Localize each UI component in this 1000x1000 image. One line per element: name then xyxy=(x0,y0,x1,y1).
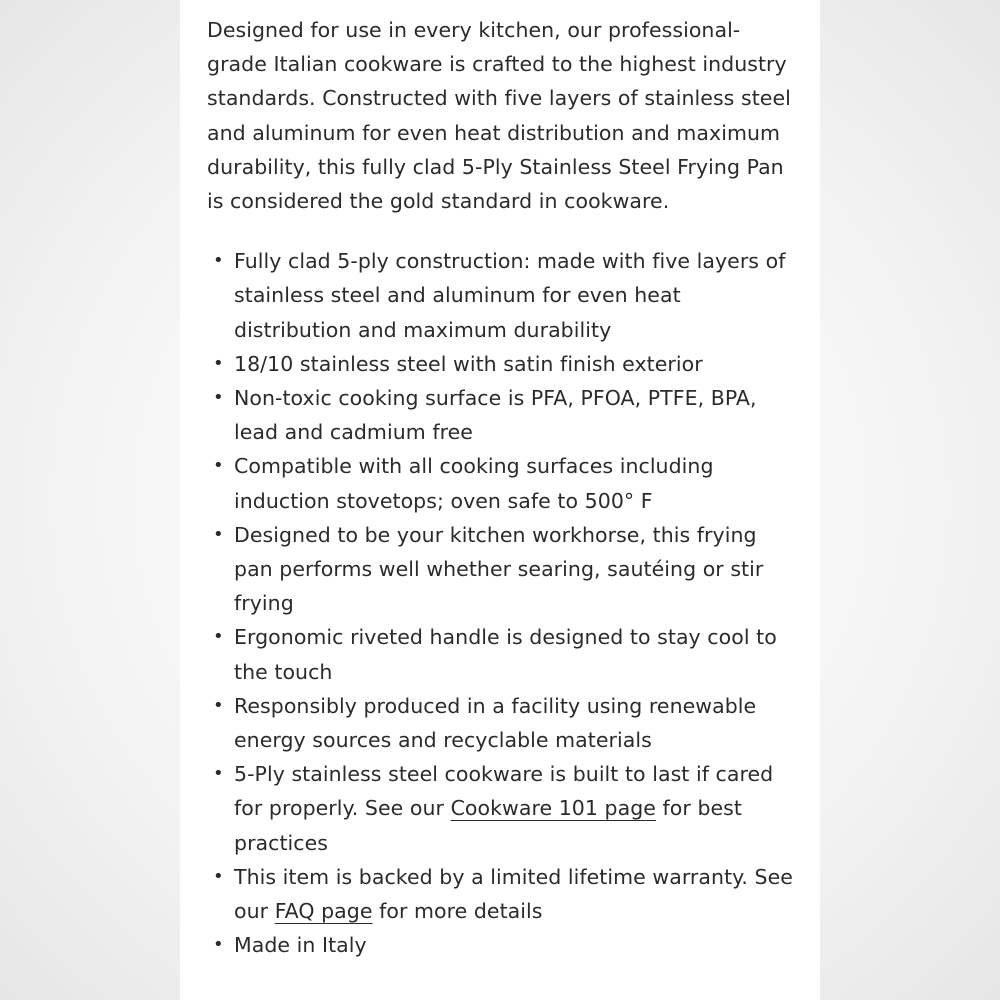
feature-item xyxy=(207,449,800,517)
feature-item xyxy=(207,381,800,449)
bullet-icon: • xyxy=(213,694,224,716)
feature-item xyxy=(207,928,800,962)
bullet-icon: • xyxy=(213,865,224,887)
feature-text: Made in Italy xyxy=(234,933,367,958)
feature-text: Responsibly produced in a facility using renewable energy sources and recyclable materials xyxy=(234,693,757,753)
feature-text: Fully clad 5-ply construction: made with five layers of stainless steel and aluminum for even heat distribution and maximum durability xyxy=(234,249,786,342)
feature-item xyxy=(207,518,800,621)
feature-text: Designed to be your kitchen workhorse, this frying pan performs well whether searing, sautéing or stir frying xyxy=(234,522,764,616)
feature-item xyxy=(207,244,800,347)
feature-item xyxy=(207,860,800,928)
feature-item xyxy=(207,689,800,757)
faq-page-link[interactable]: FAQ page xyxy=(274,899,373,924)
bullet-icon: • xyxy=(213,626,224,648)
feature-text: 18/10 stainless steel with satin finish exterior xyxy=(234,351,703,376)
cookware-101-link[interactable]: Cookware 101 page xyxy=(450,796,656,821)
bullet-icon: • xyxy=(213,523,224,545)
product-description-panel xyxy=(180,0,820,1000)
feature-list xyxy=(207,244,800,962)
feature-text-before-link: This item is backed by a limited lifetime warranty. See our xyxy=(234,864,793,924)
feature-text: Ergonomic riveted handle is designed to stay cool to the touch xyxy=(234,625,777,684)
bullet-icon: • xyxy=(213,455,224,477)
bullet-icon: • xyxy=(213,387,224,409)
feature-text-before-link: 5-Ply stainless steel cookware is built to last if cared for properly. See our xyxy=(234,762,774,821)
bullet-icon: • xyxy=(213,763,224,785)
feature-text: Compatible with all cooking surfaces including induction stovetops; oven safe to 500° F xyxy=(234,454,714,513)
bullet-icon: • xyxy=(213,250,224,272)
feature-text: Non-toxic cooking surface is PFA, PFOA, PTFE, BPA, lead and cadmium free xyxy=(234,386,757,445)
feature-text-after-link: for more details xyxy=(372,899,543,924)
feature-item xyxy=(207,757,800,860)
feature-item xyxy=(207,620,800,688)
description-intro: Designed for use in every kitchen, our professional-grade Italian cookware is crafted to the highest industry standards. Constructed with five layers of stainless steel and aluminum for even heat distribution and maximum durability, this fully clad 5-Ply Stainless Steel Frying Pan is considered the gold standard in cookware. xyxy=(207,18,791,214)
feature-item xyxy=(207,347,800,381)
bullet-icon: • xyxy=(213,352,224,374)
feature-text-after-link: for best practices xyxy=(234,796,742,855)
bullet-icon: • xyxy=(213,934,224,956)
